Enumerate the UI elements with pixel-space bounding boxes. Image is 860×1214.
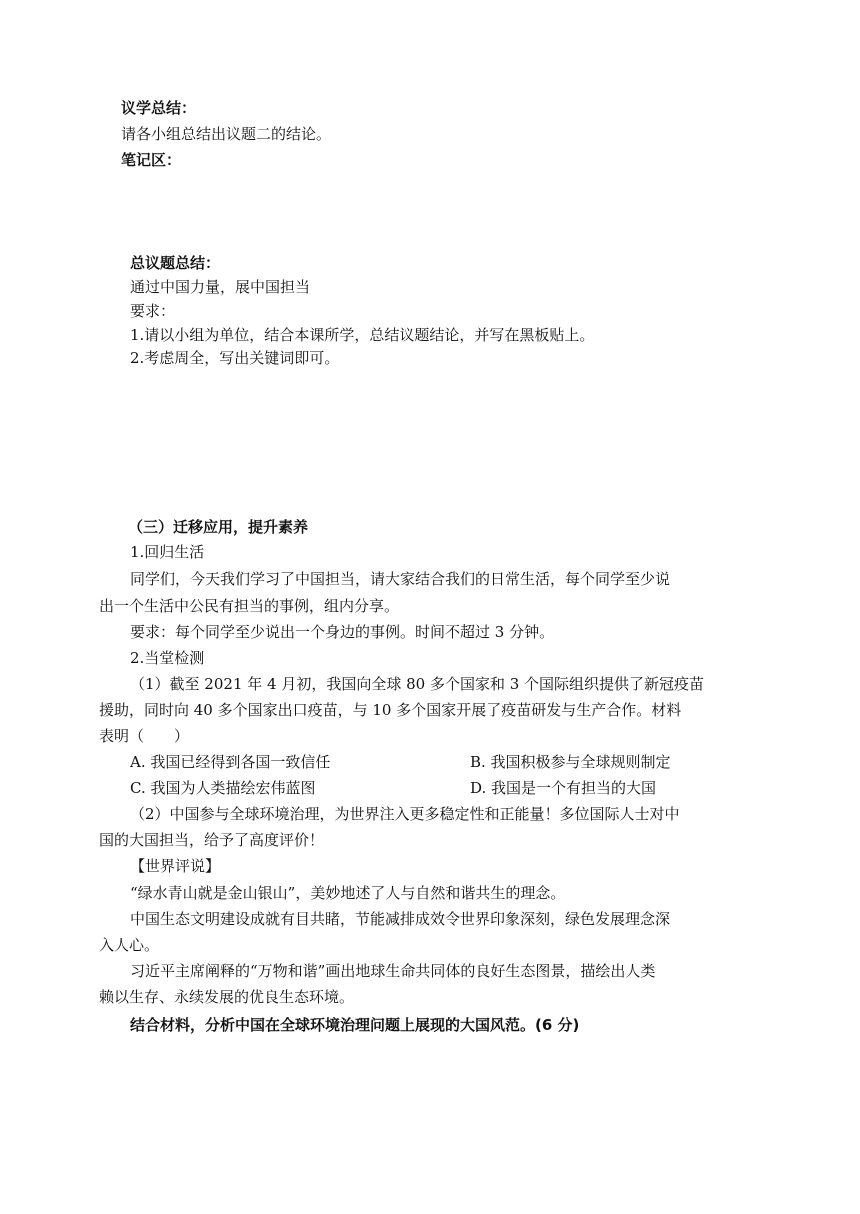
- paragraph1-line1: 同学们，今天我们学习了中国担当，请大家结合我们的日常生活，每个同学至少说: [130, 570, 671, 588]
- notes-heading: 笔记区：: [121, 151, 182, 169]
- question2-line2: 国的大国担当，给予了高度评价！: [99, 831, 325, 849]
- question1-line3: 表明（ ）: [99, 727, 190, 745]
- option-b: B. 我国积极参与全球规则制定: [470, 753, 671, 771]
- option-c: C. 我国为人类描绘宏伟蓝图: [130, 779, 316, 797]
- section3-heading: （三）迁移应用，提升素养: [128, 518, 309, 536]
- world-comment-heading: 【世界评说】: [130, 857, 221, 875]
- task-instruction: 结合材料，分析中国在全球环境治理问题上展现的大国风范。(6 分): [130, 1016, 580, 1034]
- summary-text: 请各小组总结出议题二的结论。: [121, 125, 332, 143]
- question1-line2: 援助，同时向 40 多个国家出口疫苗，与 10 多个国家开展了疫苗研发与生产合作。材料: [99, 701, 682, 719]
- overall-topic-line3: 1.请以小组为单位，结合本课所学，总结议题结论，并写在黑板贴上。: [130, 326, 595, 344]
- option-d: D. 我国是一个有担当的大国: [470, 779, 657, 797]
- item2-label: 2.当堂检测: [130, 649, 205, 667]
- overall-topic-line4: 2.考虑周全，写出关键词即可。: [130, 349, 340, 367]
- world-comment-2-line2: 入人心。: [99, 936, 160, 954]
- question2-line1: （2）中国参与全球环境治理，为世界注入更多稳定性和正能量！多位国际人士对中: [130, 805, 680, 823]
- summary-heading: 议学总结：: [121, 99, 197, 117]
- overall-topic-line1: 通过中国力量，展中国担当: [130, 278, 311, 296]
- question1-line1: （1）截至 2021 年 4 月初，我国向全球 80 多个国家和 3 个国际组织提供了新冠疫苗: [130, 675, 705, 693]
- paragraph1-line2: 出一个生活中公民有担当的事例，组内分享。: [99, 597, 400, 615]
- item1-label: 1.回归生活: [130, 543, 205, 561]
- overall-topic-heading: 总议题总结：: [130, 254, 221, 272]
- option-a: A. 我国已经得到各国一致信任: [130, 753, 331, 771]
- world-comment-3-line2: 赖以生存、永续发展的优良生态环境。: [99, 988, 355, 1006]
- world-comment-1: “绿水青山就是金山银山”，美妙地述了人与自然和谐共生的理念。: [130, 884, 566, 902]
- requirement-line: 要求：每个同学至少说出一个身边的事例。时间不超过 3 分钟。: [130, 623, 555, 641]
- overall-topic-line2: 要求：: [130, 302, 176, 320]
- world-comment-2-line1: 中国生态文明建设成就有目共睹，节能减排成效令世界印象深刻，绿色发展理念深: [130, 910, 671, 928]
- world-comment-3-line1: 习近平主席阐释的“万物和谐”画出地球生命共同体的良好生态图景，描绘出人类: [130, 962, 656, 980]
